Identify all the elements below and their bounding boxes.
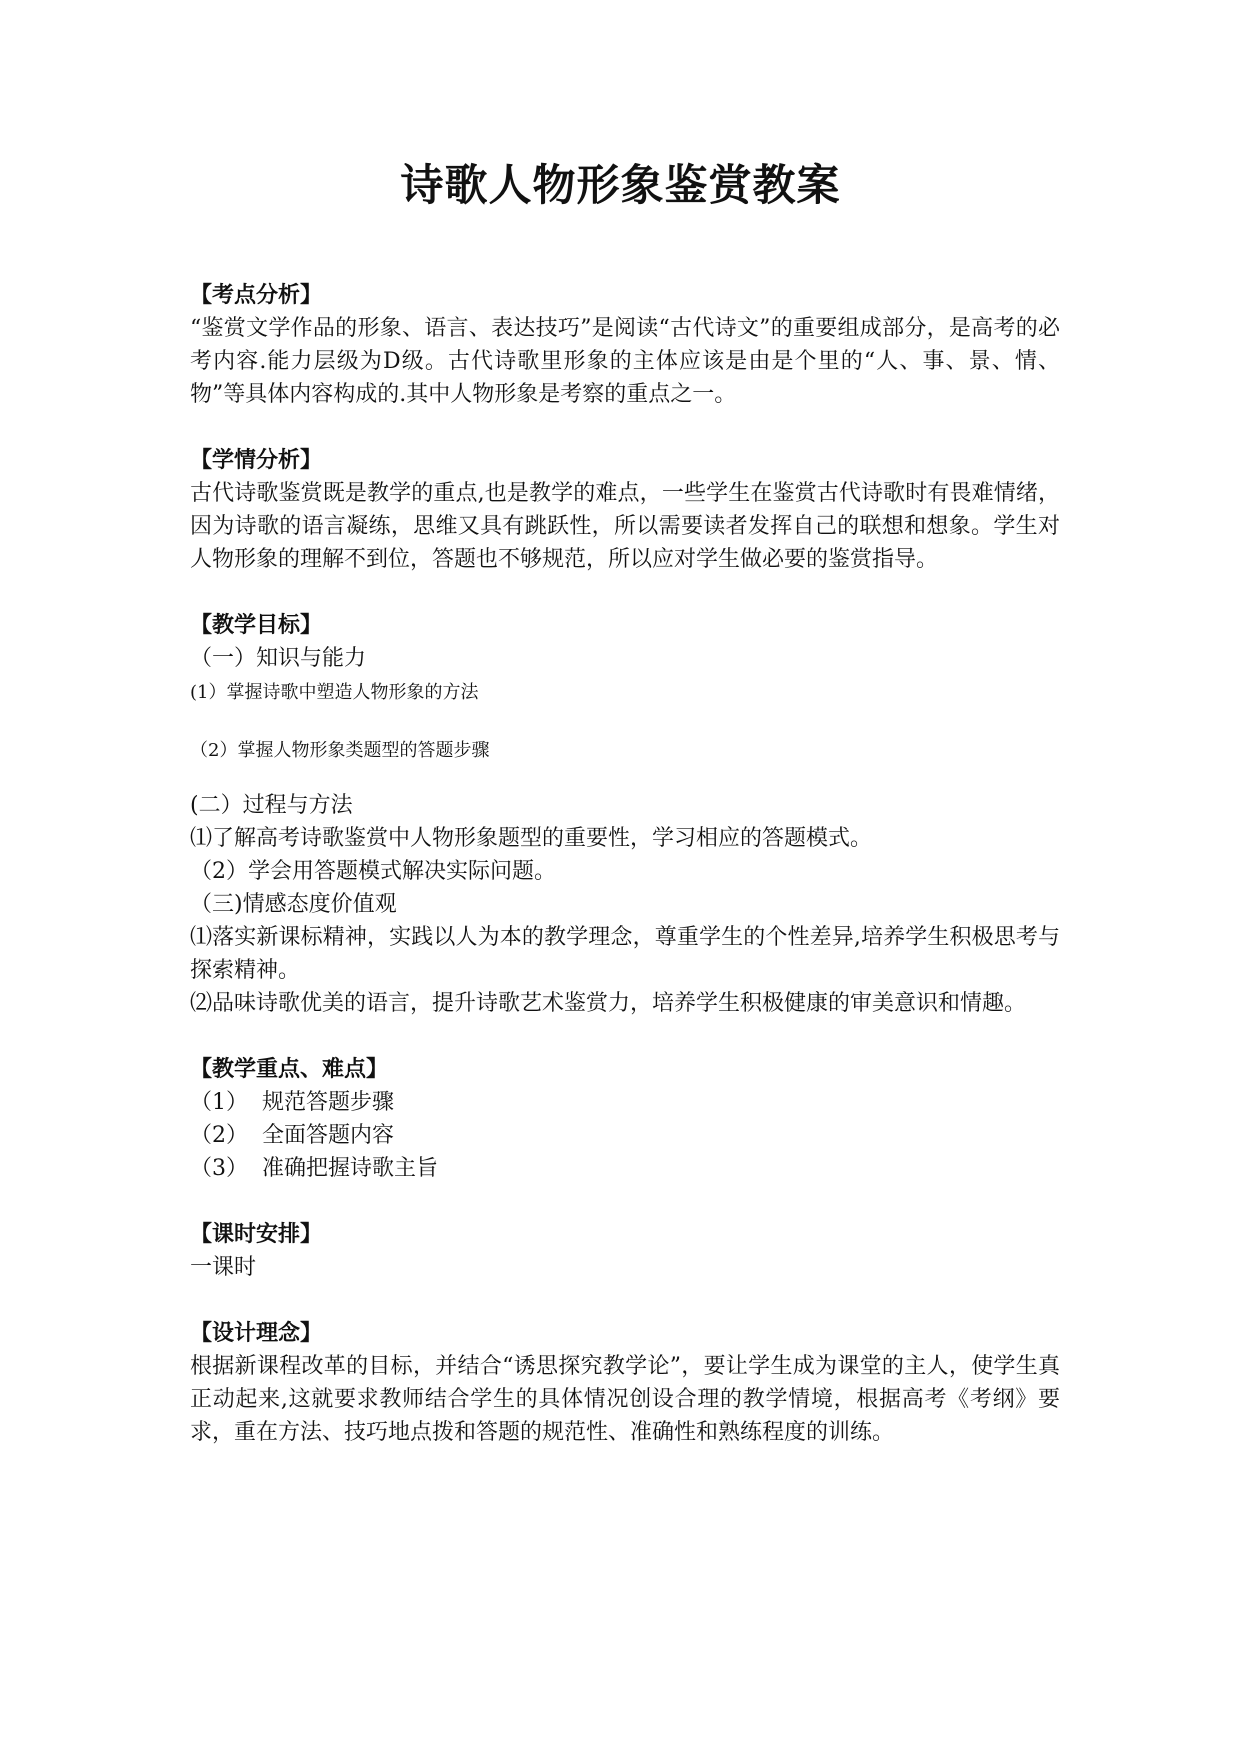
document-body	[190, 279, 1060, 1449]
objective-subheading-3: （三)情感态度价值观	[190, 892, 397, 917]
section-heading-keshi: 【课时安排】	[190, 1222, 323, 1247]
section-heading-xueqing: 【学情分析】	[190, 448, 323, 473]
section-text-keshi: 一课时	[190, 1255, 257, 1280]
section-text-sheji: 根据新课程改革的目标，并结合“诱思探究教学论”，要让学生成为课堂的主人，使学生真正动起来,这就要求教师结合学生的具体情况创设合理的教学情境，根据高考《考纲》要求，重在方法、技巧地点拨和答题的规范性、准确性和熟练程度的训练。	[190, 1354, 1060, 1445]
key-point-item: （1） 规范答题步骤	[190, 1090, 394, 1115]
key-point-item: （3） 准确把握诗歌主旨	[190, 1156, 438, 1181]
objective-item-2-2: （2）学会用答题模式解决实际问题。	[190, 859, 556, 884]
section-heading-kaodian: 【考点分析】	[190, 283, 323, 308]
section-text-xueqing: 古代诗歌鉴赏既是教学的重点,也是教学的难点，一些学生在鉴赏古代诗歌时有畏难情绪，因为诗歌的语言凝练，思维又具有跳跃性，所以需要读者发挥自己的联想和想象。学生对人物形象的理解不到位，答题也不够规范，所以应对学生做必要的鉴赏指导。	[190, 481, 1060, 572]
section-heading-sheji: 【设计理念】	[190, 1321, 323, 1346]
section-heading-zhongdian: 【教学重点、难点】	[190, 1057, 389, 1082]
page-title: 诗歌人物形象鉴赏教案	[400, 161, 841, 211]
objective-item-2-1: ⑴了解高考诗歌鉴赏中人物形象题型的重要性，学习相应的答题模式。	[190, 826, 873, 851]
objective-subheading-2: (二）过程与方法	[190, 793, 353, 818]
objective-item-3-1: ⑴落实新课标精神，实践以人为本的教学理念，尊重学生的个性差异,培养学生积极思考与探索精神。	[190, 925, 1060, 983]
objective-item-3-2: ⑵品味诗歌优美的语言，提升诗歌艺术鉴赏力，培养学生积极健康的审美意识和情趣。	[190, 991, 1027, 1016]
objective-item-1-2: （2）掌握人物形象类题型的答题步骤	[190, 740, 490, 761]
key-point-item: （2） 全面答题内容	[190, 1123, 394, 1148]
objective-item-1-1: (1）掌握诗歌中塑造人物形象的方法	[190, 682, 479, 703]
objective-subheading-1: （一）知识与能力	[190, 646, 367, 671]
section-heading-mubiao: 【教学目标】	[190, 613, 323, 638]
section-text-kaodian: “鉴赏文学作品的形象、语言、表达技巧”是阅读“古代诗文”的重要组成部分，是高考的必考内容.能力层级为D级。古代诗歌里形象的主体应该是由是个里的“人、事、景、情、物”等具体内容构成的.其中人物形象是考察的重点之一。	[190, 316, 1060, 407]
